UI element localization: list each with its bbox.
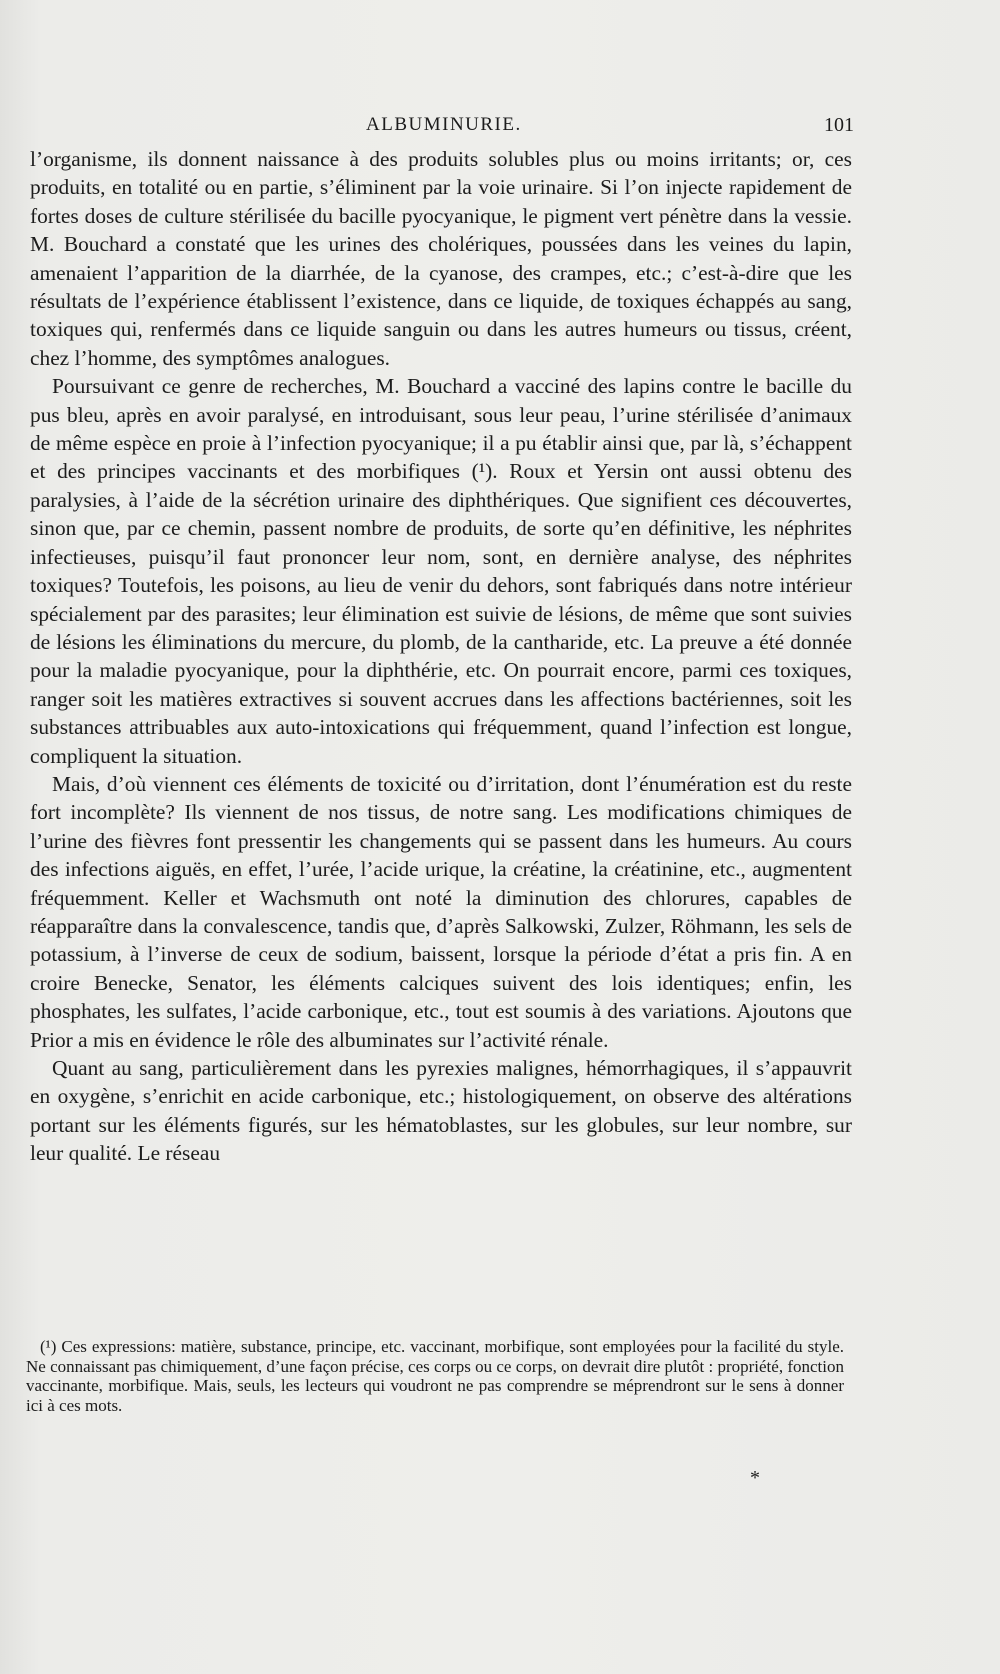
paragraph-2: Poursuivant ce genre de recherches, M. Bouchard a vacciné des lapins contre le bacille du pus bleu, après en avoir paralysé, en introduisant, sous leur peau, l’urine stérilisée d’animaux de même espèce en proie à l’infection pyocyanique; il a pu établir ainsi que, par là, s’échappent et des principes vaccinants et des morbifiques (¹). Roux et Yersin ont aussi obtenu des paralysies, à l’aide de la sécrétion urinaire des diphthériques. Que signifient ces découvertes, sinon que, par ce chemin, passent nombre de produits, de sorte qu’en définitive, les néphrites infectieuses, puisqu’il faut prononcer leur nom, sont, en dernière analyse, des néphrites toxiques? Toutefois, les poisons, au lieu de venir du dehors, sont fabriqués dans notre intérieur spécialement par des parasites; leur élimination est suivie de lésions, de même que sont suivies de lésions les éliminations du mercure, du plomb, de la cantharide, etc. La preuve a été donnée pour la maladie pyocyanique, pour la diphthérie, etc. On pourrait encore, parmi ces toxiques, ranger soit les matières extractives si souvent accrues dans les affections bactériennes, soit les substances attribuables aux auto-intoxications qui fréquemment, quand l’infection est longue, compliquent la situation.	[30, 374, 852, 768]
body-text	[30, 145, 852, 1168]
signature-mark: *	[750, 1467, 760, 1489]
footnotes	[26, 1337, 844, 1415]
page-header	[0, 114, 1000, 144]
page-number: 101	[824, 114, 854, 136]
paragraph-1: l’organisme, ils donnent naissance à des produits solubles plus ou moins irritants; or, ces produits, en totalité ou en partie, s’éliminent par la voie urinaire. Si l’on injecte rapidement de fortes doses de culture stérilisée du bacille pyocyanique, le pigment vert pénètre dans la vessie. M. Bouchard a constaté que les urines des cholériques, poussées dans les veines du lapin, amenaient l’apparition de la diarrhée, de la cyanose, des crampes, etc.; c’est-à-dire que les résultats de l’expérience établissent l’existence, dans ce liquide, de toxiques échappés au sang, toxiques qui, renfermés dans ce liquide sanguin ou dans les autres humeurs ou tissus, créent, chez l’homme, des symptômes analogues.	[30, 147, 852, 370]
footnote-1: (¹) Ces expressions: matière, substance, principe, etc. vaccinant, morbifique, sont employées pour la facilité du style. Ne connaissant pas chimiquement, d’une façon précise, ces corps ou ce corps, on devrait dire plutôt : propriété, fonction vaccinante, morbifique. Mais, seuls, les lecteurs qui voudront ne pas comprendre se méprendront sur le sens à donner ici à ces mots.	[26, 1337, 844, 1415]
running-title: ALBUMINURIE.	[366, 114, 522, 135]
paragraph-3: Mais, d’où viennent ces éléments de toxicité ou d’irritation, dont l’énumération est du reste fort incomplète? Ils viennent de nos tissus, de notre sang. Les modifications chimiques de l’urine des fièvres font pressentir les changements qui se passent dans les humeurs. Au cours des infections aiguës, en effet, l’urée, l’acide urique, la créatine, la créatinine, etc., augmentent fréquemment. Keller et Wachsmuth ont noté la diminution des chlorures, capables de réapparaître dans la convalescence, tandis que, d’après Salkowski, Zulzer, Röhmann, les sels de potassium, à l’inverse de ceux de sodium, baissent, lorsque la période d’état a pris fin. A en croire Benecke, Senator, les éléments calciques suivent des lois identiques; enfin, les phosphates, les sulfates, l’acide carbonique, etc., tout est soumis à des variations. Ajoutons que Prior a mis en évidence le rôle des albuminates sur l’activité rénale.	[30, 771, 852, 1052]
paragraph-4: Quant au sang, particulièrement dans les pyrexies malignes, hémorrhagiques, il s’appauvrit en oxygène, s’enrichit en acide carbonique, etc.; histologiquement, on observe des altérations portant sur les éléments figurés, sur les hématoblastes, sur les globules, sur leur nombre, sur leur qualité. Le réseau	[30, 1056, 852, 1166]
